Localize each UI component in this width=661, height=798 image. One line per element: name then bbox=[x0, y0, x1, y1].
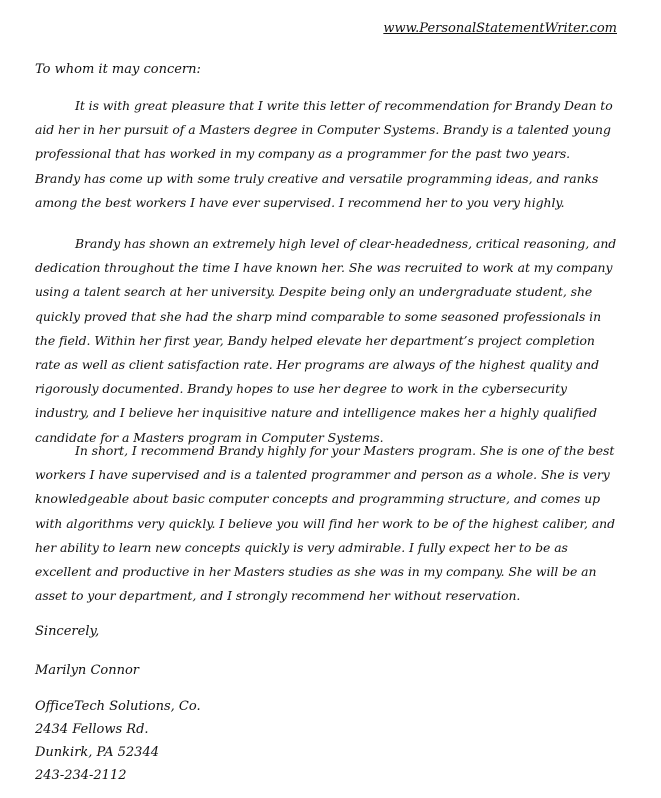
company-name: OfficeTech Solutions, Co. bbox=[35, 699, 201, 714]
salutation: To whom it may concern: bbox=[35, 62, 201, 77]
signer-name: Marilyn Connor bbox=[35, 663, 139, 678]
closing: Sincerely, bbox=[35, 624, 100, 639]
city-state-zip: Dunkirk, PA 52344 bbox=[35, 745, 159, 760]
phone-number: 243-234-2112 bbox=[35, 768, 127, 783]
street-address: 2434 Fellows Rd. bbox=[35, 722, 149, 737]
website-link[interactable]: www.PersonalStatementWriter.com bbox=[383, 21, 617, 36]
paragraph-intro: It is with great pleasure that I write this letter of recommendation for Brandy Dean to aid her in her pursuit of a Masters degree in Computer Systems. Brandy is a talented young professional that has worked in my company as a programmer for the past two years. Brandy has come up with some truly creative and versatile programming ideas, and ranks among the best workers I have ever supervised. I recommend her to you very highly. bbox=[35, 98, 613, 210]
paragraph-qualities: Brandy has shown an extremely high level of clear-headedness, critical reasoning, and dedication throughout the time I have known her. She was recruited to work at my company using a talent search at her university. Despite being only an undergraduate student, she quickly proved that she had the sharp mind comparable to some seasoned professionals in the field. Within her first year, Bandy helped elevate her department’s project completion rate as well as client satisfaction rate. Her programs are always of the highest quality and rigorously documented. Brandy hopes to use her degree to work in the cybersecurity industry, and I believe her inquisitive nature and intelligence makes her a highly qualified candidate for a Masters program in Computer Systems. bbox=[35, 236, 617, 445]
paragraph-conclusion: In short, I recommend Brandy highly for your Masters program. She is one of the best workers I have supervised and is a talented programmer and person as a whole. She is very knowledgeable about basic computer concepts and programming structure, and comes up with algorithms very quickly. I believe you will find her work to be of the highest caliber, and her ability to learn new concepts quickly is very admirable. I fully expect her to be as excellent and productive in her Masters studies as she was in my company. She will be an asset to your department, and I strongly recommend her without reservation. bbox=[35, 443, 615, 604]
